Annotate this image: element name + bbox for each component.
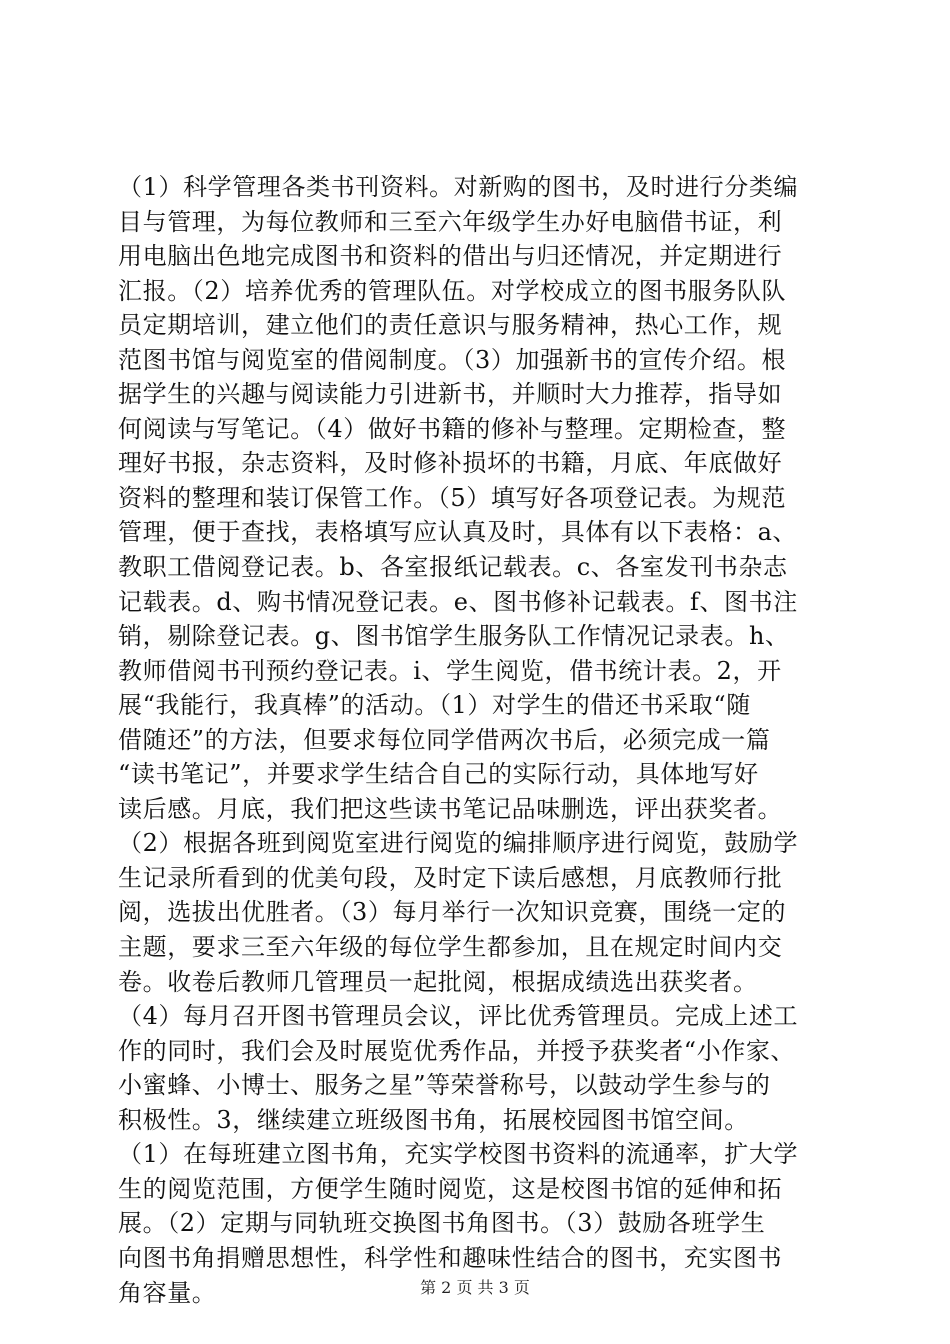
text-line: 生记录所看到的优美句段，及时定下读后感想，月底教师行批 — [118, 863, 783, 892]
text-line: （2）根据各班到阅览室进行阅览的编排顺序进行阅览，鼓励学 — [118, 829, 799, 858]
body-text — [118, 170, 838, 1310]
text-line: 理好书报，杂志资料，及时修补损坏的书籍，月底、年底做好 — [118, 449, 783, 478]
text-line: 作的同时，我们会及时展览优秀作品，并授予获奖者“小作家、 — [118, 1036, 796, 1065]
text-line: 阅，选拔出优胜者。（3）每月举行一次知识竞赛，围绕一定的 — [118, 898, 787, 927]
text-line: 向图书角捐赠思想性，科学性和趣味性结合的图书，充实图书 — [118, 1243, 783, 1272]
text-line: 卷。收卷后教师几管理员一起批阅，根据成绩选出获奖者。 — [118, 967, 758, 996]
text-line: 用电脑出色地完成图书和资料的借出与归还情况，并定期进行 — [118, 242, 783, 271]
text-line: （4）每月召开图书管理员会议，评比优秀管理员。完成上述工 — [118, 1002, 799, 1031]
text-line: “读书笔记”，并要求学生结合自己的实际行动，具体地写好 — [118, 760, 759, 789]
text-line: 销，剔除登记表。g、图书馆学生服务队工作情况记录表。h、 — [118, 622, 790, 651]
text-line: 汇报。（2）培养优秀的管理队伍。对学校成立的图书服务队队 — [118, 276, 787, 305]
text-line: 记载表。d、购书情况登记表。e、图书修补记载表。f、图书注 — [118, 587, 798, 616]
text-line: 何阅读与写笔记。（4）做好书籍的修补与整理。定期检查，整 — [118, 414, 787, 443]
text-line: （1）科学管理各类书刊资料。对新购的图书，及时进行分类编 — [118, 173, 799, 201]
text-line: 展。（2）定期与同轨班交换图书角图书。（3）鼓励各班学生 — [118, 1209, 766, 1238]
text-line: 据学生的兴趣与阅读能力引进新书，并顺时大力推荐，指导如 — [118, 380, 783, 409]
text-line: 积极性。3，继续建立班级图书角，拓展校园图书馆空间。 — [118, 1105, 749, 1134]
text-line: 范图书馆与阅览室的借阅制度。（3）加强新书的宣传介绍。根 — [118, 345, 787, 374]
text-line: 教职工借阅登记表。b、各室报纸记载表。c、各室发刊书杂志 — [118, 553, 788, 582]
text-line: 展“我能行，我真棒”的活动。（1）对学生的借还书采取“随 — [118, 691, 751, 720]
text-line: 借随还”的方法，但要求每位同学借两次书后，必须完成一篇 — [118, 725, 771, 754]
text-line: 主题，要求三至六年级的每位学生都参加，且在规定时间内交 — [118, 933, 783, 962]
page-footer: 第 2 页 共 3 页 — [420, 1278, 530, 1297]
text-line: 生的阅览范围，方便学生随时阅览，这是校图书馆的延伸和拓 — [118, 1174, 783, 1203]
text-line: 角容量。 — [118, 1278, 217, 1307]
text-line: 员定期培训，建立他们的责任意识与服务精神，热心工作，规 — [118, 311, 783, 340]
text-line: 目与管理，为每位教师和三至六年级学生办好电脑借书证，利 — [118, 207, 783, 236]
text-line: 管理，便于查找，表格填写应认真及时，具体有以下表格：a、 — [118, 518, 798, 547]
text-line: 教师借阅书刊预约登记表。i、学生阅览，借书统计表。2，开 — [118, 656, 782, 685]
text-line: 小蜜蜂、小博士、服务之星”等荣誉称号，以鼓动学生参与的 — [118, 1071, 771, 1100]
text-line: 资料的整理和装订保管工作。（5）填写好各项登记表。为规范 — [118, 483, 787, 512]
text-line: （1）在每班建立图书角，充实学校图书资料的流通率，扩大学 — [118, 1140, 799, 1169]
text-line: 读后感。月底，我们把这些读书笔记品味删选，评出获奖者。 — [118, 794, 783, 823]
